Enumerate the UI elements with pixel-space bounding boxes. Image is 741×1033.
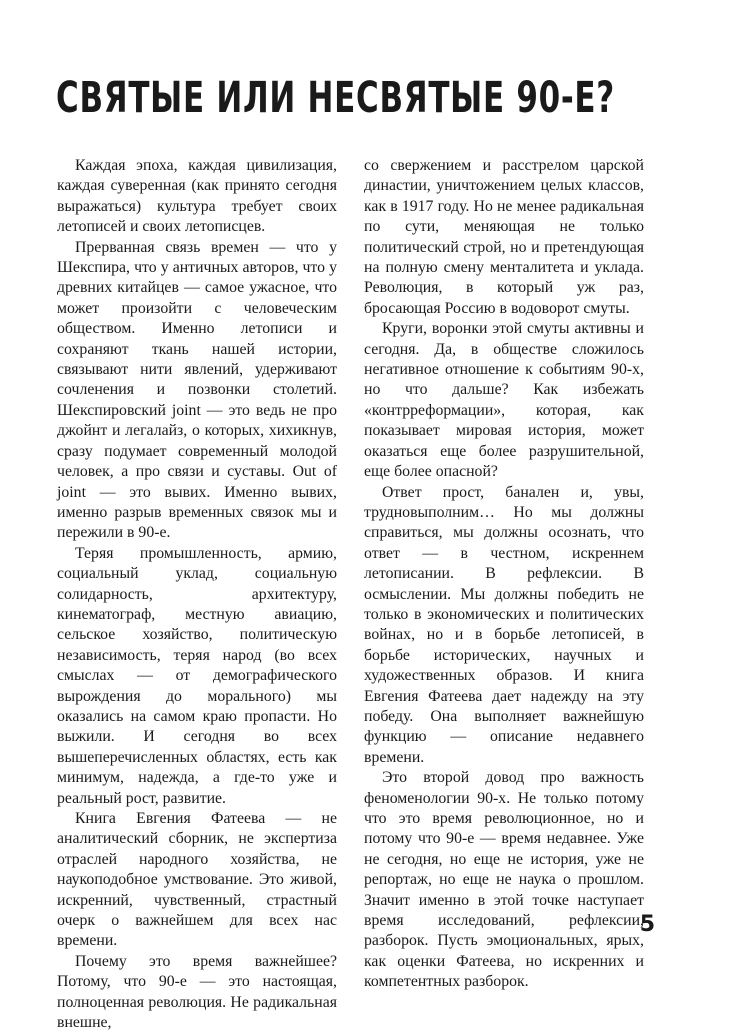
paragraph: Почему это время важнейшее? Потому, что 90-е — это настоящая, полноценная революция. Не радикальная внешне, — [57, 952, 337, 1032]
left-column — [57, 156, 337, 1033]
page-title: СВЯТЫЕ ИЛИ НЕСВЯТЫЕ 90-Е? — [56, 73, 615, 123]
page-number: 5 — [639, 912, 655, 937]
right-column — [364, 156, 644, 993]
paragraph: Это второй довод про важность феноменологии 90-х. Не только потому что это время революционное, но и потому что 90-е — время недавнее. Уже не сегодня, но еще не история, уже не репортаж, но еще не наука о прошлом. Значит именно в этой точке наступает время исследований, рефлексии, разборок. Пусть эмоциональных, ярых, как оценки Фатеева, но искренних и компетентных разборок. — [364, 769, 644, 991]
paragraph: Прерванная связь времен — что у Шекспира, что у античных авторов, что у древних китайцев — самое ужасное, что может произойти с человеческим обществом. Именно летописи и сохраняют ткань нашей истории, связывают нити явлений, удерживают сочленения и позвонки столетий. Шекспировский joint — это ведь не про джойнт и легалайз, о которых, хихикнув, сразу подумает современный молодой человек, а про связи и суставы. Out of joint — это вывих. Именно вывих, именно разрыв временных связок мы и пережили в 90-е. — [57, 238, 337, 542]
paragraph-continuation: со свержением и расстрелом царской династии, уничтожением целых классов, как в 1917 году. Но не менее радикальная по сути, меняющая не только политический строй, но и претендующая на полную смену менталитета и уклада. Революция, в который уж раз, бросающая Россию в водоворот смуты. — [364, 157, 644, 317]
paragraph: Теряя промышленность, армию, социальный уклад, социальную солидарность, архитектуру, кинематограф, местную авиацию, сельское хозяйство, политическую независимость, теряя народ (во всех смыслах — от демографического вырождения до морального) мы оказались на самом краю пропасти. Но выжили. И сегодня во всех вышеперечисленных областях, есть как минимум, надежда, а где-то уже и реальный рост, развитие. — [57, 544, 337, 807]
paragraph: Книга Евгения Фатеева — не аналитический сборник, не экспертиза отраслей народного хозяйства, не наукоподобное умствование. Это живой, искренний, чувственный, страстный очерк о важнейшем для всех нас времени. — [57, 810, 337, 950]
paragraph: Каждая эпоха, каждая цивилизация, каждая суверенная (как принято сегодня выражаться) культура требует своих летописей и своих летописцев. — [57, 157, 337, 236]
paragraph: Круги, воронки этой смуты активны и сегодня. Да, в обществе сложилось негативное отношение к событиям 90-х, но что дальше? Как избежать «контрреформации», которая, как показывает мировая история, может оказаться еще более разрушительной, еще более опасной? — [364, 320, 644, 481]
paragraph: Ответ прост, банален и, увы, трудновыполним… Но мы должны справиться, мы должны осознать, что ответ — в честном, искреннем летописании. В рефлексии. В осмыслении. Мы должны победить не только в экономических и политических войнах, но и в борьбе летописей, в борьбе исторических, научных и художественных образов. И книга Евгения Фатеева дает надежду на эту победу. Она выполняет важнейшую функцию — описание недавнего времени. — [364, 483, 644, 766]
